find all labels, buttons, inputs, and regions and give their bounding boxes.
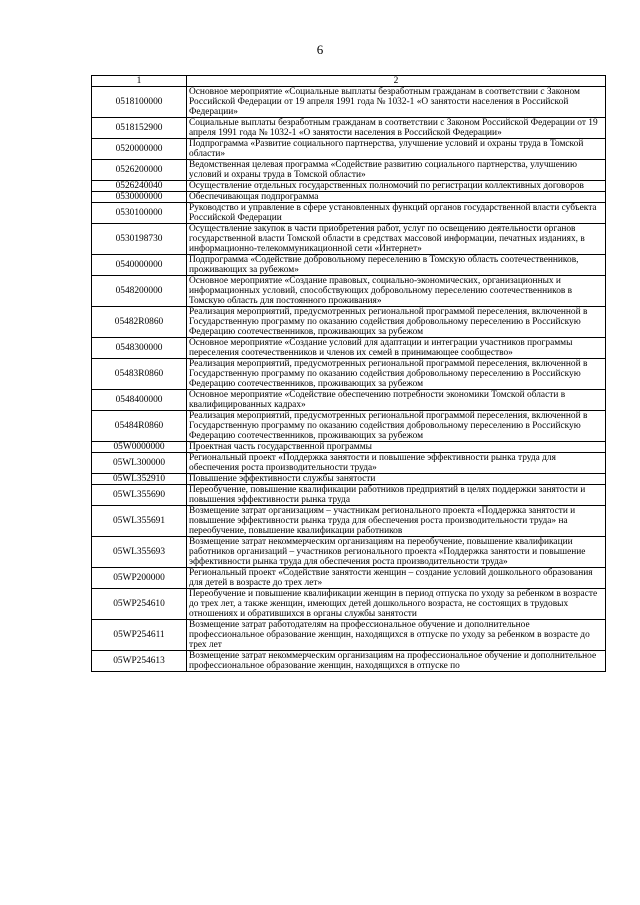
table-row (92, 118, 606, 139)
table-row (92, 620, 606, 651)
table-row (92, 568, 606, 589)
table-row (92, 453, 606, 474)
budget-code-cell: 0518100000 (92, 87, 187, 118)
table-row (92, 139, 606, 160)
budget-code-cell: 05W0000000 (92, 442, 187, 453)
description-cell: Основное мероприятие «Социальные выплаты безработным гражданам в соответствии с Законом Российской Федерации от 19 апреля 1991 года № 1032-1 «О занятости населения в Российской Федерации» (187, 87, 606, 118)
budget-code-cell: 0530100000 (92, 203, 187, 224)
table-row (92, 203, 606, 224)
budget-code-cell: 05WL300000 (92, 453, 187, 474)
description-cell: Обеспечивающая подпрограмма (187, 192, 606, 203)
budget-code-cell: 0548200000 (92, 276, 187, 307)
description-cell: Переобучение, повышение квалификации работников предприятий в целях поддержки занятости и повышения эффективности рынка труда (187, 485, 606, 506)
description-cell: Основное мероприятие «Создание условий для адаптации и интеграции участников программы переселения соотечественников и членов их семей в принимающее сообщество» (187, 338, 606, 359)
description-cell: Руководство и управление в сфере установленных функций органов государственной власти субъекта Российской Федерации (187, 203, 606, 224)
budget-code-cell: 0530198730 (92, 224, 187, 255)
description-cell: Региональный проект «Поддержка занятости и повышение эффективности рынка труда для обеспечения роста производительности труда» (187, 453, 606, 474)
description-cell: Проектная часть государственной программы (187, 442, 606, 453)
budget-code-cell: 05WL355691 (92, 506, 187, 537)
column-header-1: 1 (92, 76, 187, 87)
table-row (92, 411, 606, 442)
table-row (92, 255, 606, 276)
table-row (92, 276, 606, 307)
budget-code-cell: 05WP254613 (92, 651, 187, 672)
description-cell: Подпрограмма «Развитие социального партнерства, улучшение условий и охраны труда в Томской области» (187, 139, 606, 160)
budget-code-cell: 0548300000 (92, 338, 187, 359)
table-row (92, 537, 606, 568)
table-row (92, 160, 606, 181)
table-row (92, 651, 606, 672)
table-row (92, 338, 606, 359)
budget-code-cell: 05WL355690 (92, 485, 187, 506)
budget-code-cell: 0548400000 (92, 390, 187, 411)
table-row (92, 181, 606, 192)
page-number: 6 (316, 42, 324, 57)
description-cell: Подпрограмма «Содействие добровольному переселению в Томскую область соотечественников, проживающих за рубежом» (187, 255, 606, 276)
budget-code-table (91, 75, 606, 672)
budget-code-cell: 0540000000 (92, 255, 187, 276)
budget-code-cell: 05WP200000 (92, 568, 187, 589)
table-row (92, 390, 606, 411)
table-row (92, 224, 606, 255)
description-cell: Возмещение затрат некоммерческим организациям на переобучение, повышение квалификации работников организаций – участников регионального проекта «Поддержка занятости и повышение эффективности рынка труда для обеспечения роста производительности труда» (187, 537, 606, 568)
description-cell: Возмещение затрат работодателям на профессиональное обучение и дополнительное профессиональное образование женщин, находящихся в отпуске по уходу за ребенком в возрасте до трех лет (187, 620, 606, 651)
budget-code-cell: 0530000000 (92, 192, 187, 203)
description-cell: Основное мероприятие «Создание правовых, социально-экономических, организационных и информационных условий, способствующих добровольному переселению соотечественников в Томскую область для постоянного проживания» (187, 276, 606, 307)
description-cell: Социальные выплаты безработным гражданам в соответствии с Законом Российской Федерации от 19 апреля 1991 года № 1032-1 «О занятости населения в Российской Федерации» (187, 118, 606, 139)
table-row (92, 307, 606, 338)
budget-code-cell: 05WL352910 (92, 474, 187, 485)
budget-code-cell: 05WP254611 (92, 620, 187, 651)
description-cell: Повышение эффективности службы занятости (187, 474, 606, 485)
description-cell: Реализация мероприятий, предусмотренных региональной программой переселения, включенной в Государственную программу по оказанию содействия добровольному переселению в Российскую Федерацию соотечественников, проживающих за рубежом (187, 359, 606, 390)
description-cell: Осуществление отдельных государственных полномочий по регистрации коллективных договоров (187, 181, 606, 192)
description-cell: Основное мероприятие «Содействие обеспечению потребности экономики Томской области в квалифицированных кадрах» (187, 390, 606, 411)
description-cell: Возмещение затрат организациям – участникам регионального проекта «Поддержка занятости и повышение эффективности рынка труда для обеспечения роста производительности труда» на переобучение, повышение квалификации работников (187, 506, 606, 537)
budget-code-cell: 05483R0860 (92, 359, 187, 390)
table-row (92, 442, 606, 453)
budget-code-cell: 0520000000 (92, 139, 187, 160)
table-row (92, 506, 606, 537)
budget-code-cell: 05482R0860 (92, 307, 187, 338)
description-cell: Реализация мероприятий, предусмотренных региональной программой переселения, включенной в Государственную программу по оказанию содействия добровольному переселению в Российскую Федерацию соотечественников, проживающих за рубежом (187, 307, 606, 338)
table-row (92, 474, 606, 485)
description-cell: Переобучение и повышение квалификации женщин в период отпуска по уходу за ребенком в возрасте до трех лет, а также женщин, имеющих детей дошкольного возраста, не состоящих в трудовых отношениях и обратившихся в органы службы занятости (187, 589, 606, 620)
column-header-2: 2 (187, 76, 606, 87)
budget-code-cell: 05WP254610 (92, 589, 187, 620)
table-header-row (92, 76, 606, 87)
table-row (92, 192, 606, 203)
budget-code-cell: 0526240040 (92, 181, 187, 192)
description-cell: Ведомственная целевая программа «Содействие развитию социального партнерства, улучшению условий и охраны труда в Томской области» (187, 160, 606, 181)
budget-code-cell: 0518152900 (92, 118, 187, 139)
table-row (92, 589, 606, 620)
table-row (92, 485, 606, 506)
description-cell: Осуществление закупок в части приобретения работ, услуг по освещению деятельности органов государственной власти Томской области в средствах массовой информации, печатных изданиях, в информационно-телекоммуникационной сети «Интернет» (187, 224, 606, 255)
table-row (92, 87, 606, 118)
table-row (92, 359, 606, 390)
description-cell: Реализация мероприятий, предусмотренных региональной программой переселения, включенной в Государственную программу по оказанию содействия добровольному переселению в Российскую Федерацию соотечественников, проживающих за рубежом (187, 411, 606, 442)
budget-code-cell: 0526200000 (92, 160, 187, 181)
description-cell: Возмещение затрат некоммерческим организациям на профессиональное обучение и дополнительное профессиональное образование женщин, находящихся в отпуске по (187, 651, 606, 672)
budget-code-cell: 05484R0860 (92, 411, 187, 442)
table-body (92, 76, 606, 672)
budget-code-cell: 05WL355693 (92, 537, 187, 568)
description-cell: Региональный проект «Содействие занятости женщин – создание условий дошкольного образования для детей в возрасте до трех лет» (187, 568, 606, 589)
